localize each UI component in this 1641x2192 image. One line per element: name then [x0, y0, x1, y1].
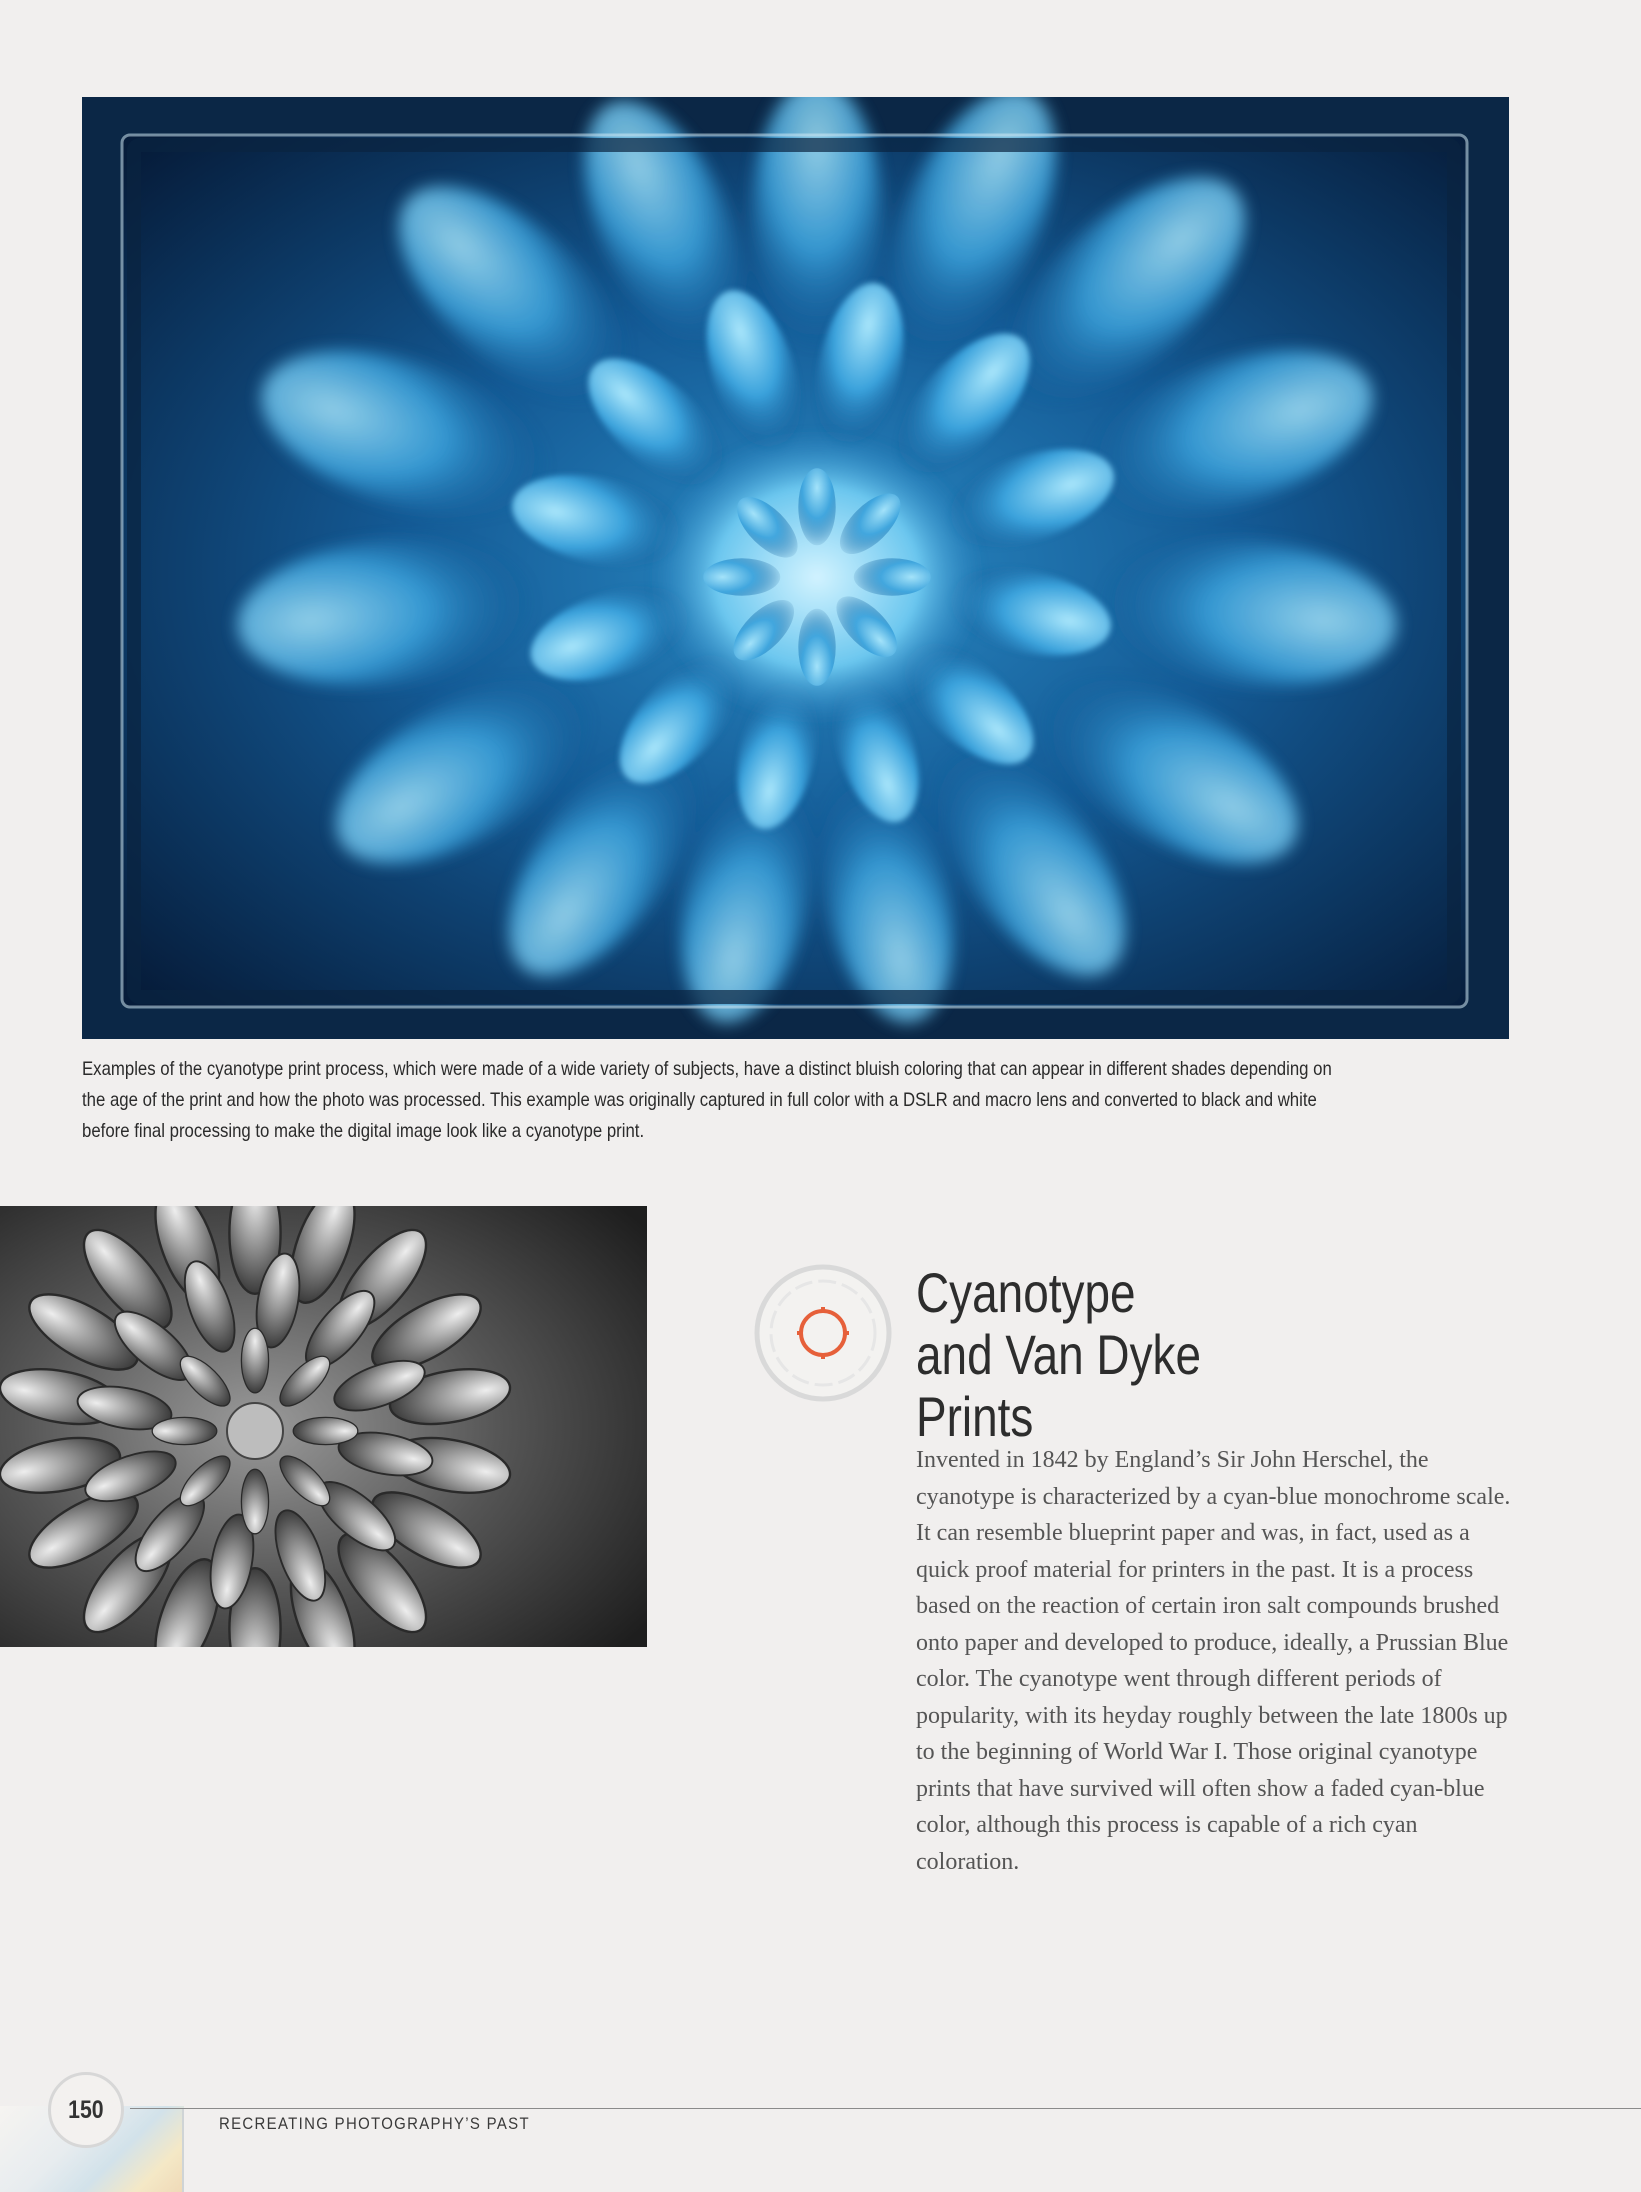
- section-heading-line2: and Van Dyke Prints: [916, 1323, 1202, 1448]
- page-number: 150: [68, 2095, 104, 2124]
- footer-rule: [130, 2108, 1641, 2109]
- section-heading-line1: Cyanotype: [916, 1261, 1136, 1324]
- grayscale-flower-photo: [0, 1206, 647, 1647]
- section-body-text: Invented in 1842 by England’s Sir John Herschel, the cyanotype is characterized by a cyan-blue monochrome scale. It can resemble blueprint paper and was, in fact, used as a quick proof material for printers in the past. It is a process based on the reaction of certain iron salt compounds brushed onto paper and developed to produce, ideally, a Prussian Blue color. The cyanotype went through different periods of popularity, with its heyday roughly between the late 1800s up to the beginning of World War I. Those original cyanotype prints that have survived will often show a faded cyan-blue color, although this process is capable of a rich cyan coloration.: [916, 1447, 1511, 1875]
- footer-tab-edge: [182, 2108, 184, 2192]
- cyanotype-flower-photo: [82, 97, 1509, 1039]
- aperture-ring-icon: [748, 1258, 898, 1408]
- section-heading: [916, 1262, 1293, 1448]
- page-number-badge: [48, 2072, 124, 2148]
- figure-caption: Examples of the cyanotype print process, which were made of a wide variety of subjects, have a distinct bluish coloring that can appear in different shades depending on the age of the print and how the photo was processed. This example was originally captured in full color with a DSLR and macro lens and converted to black and white before final processing to make the digital image look like a cyanotype print.: [82, 1058, 1332, 1142]
- running-head: RECREATING PHOTOGRAPHY’S PAST: [219, 2114, 530, 2133]
